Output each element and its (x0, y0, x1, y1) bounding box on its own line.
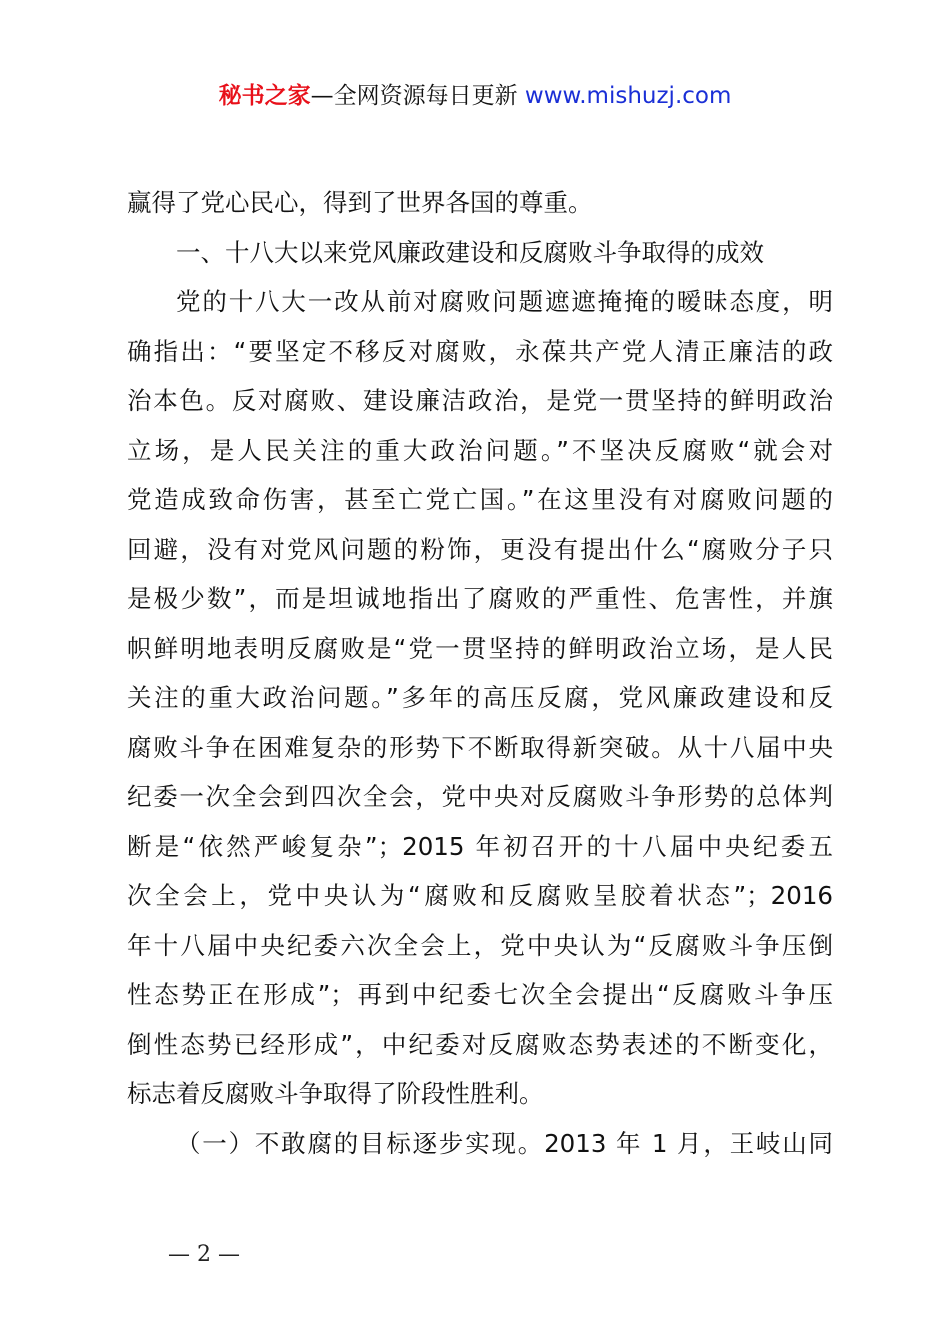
site-header (0, 80, 950, 112)
brand-name: 秘书之家 (218, 83, 311, 109)
body-line: 年十八届中央纪委六次全会上，党中央认为“反腐败斗争压倒 (127, 930, 833, 960)
body-line: 纪委一次全会到四次全会，党中央对反腐败斗争形势的总体判 (127, 782, 833, 811)
page-number: — 2 — (168, 1242, 240, 1267)
body-line: 倒性态势已经形成”，中纪委对反腐败态势表述的不断变化， (127, 1029, 833, 1059)
body-line: 关注的重大政治问题。”多年的高压反腐，党风廉政建设和反 (127, 683, 833, 712)
body-line: 治本色。反对腐败、建设廉洁政治，是党一贯坚持的鲜明政治 (127, 386, 833, 415)
body-line: 腐败斗争在困难复杂的形势下不断取得新突破。从十八届中央 (127, 732, 833, 762)
document-body (127, 178, 833, 1168)
body-line: 党的十八大一改从前对腐败问题遮遮掩掩的暧昧态度，明 (176, 287, 833, 316)
section-heading: 一、十八大以来党风廉政建设和反腐败斗争取得的成效 (176, 237, 764, 267)
body-line: 确指出：“要坚定不移反对腐败，永葆共产党人清正廉洁的政 (127, 336, 833, 366)
body-line: 立场，是人民关注的重大政治问题。”不坚决反腐败“就会对 (127, 435, 833, 465)
body-line: 次全会上，党中央认为“腐败和反腐败呈胶着状态”；2016 (127, 881, 833, 910)
body-line: 性态势正在形成”；再到中纪委七次全会提出“反腐败斗争压 (127, 980, 833, 1009)
header-tagline: —全网资源每日更新 (310, 83, 525, 109)
body-line: 标志着反腐败斗争取得了阶段性胜利。 (127, 1079, 544, 1108)
body-line: 赢得了党心民心，得到了世界各国的尊重。 (127, 188, 593, 217)
body-line: 帜鲜明地表明反腐败是“党一贯坚持的鲜明政治立场，是人民 (127, 633, 833, 663)
site-url-link[interactable]: www.mishuzj.com (524, 83, 732, 109)
body-line: 党造成致命伤害，甚至亡党亡国。”在这里没有对腐败问题的 (127, 485, 833, 514)
body-line: 是极少数”，而是坦诚地指出了腐败的严重性、危害性，并旗 (127, 584, 833, 613)
subsection-line: （一）不敢腐的目标逐步实现。2013 年 1 月，王岐山同 (176, 1128, 833, 1158)
body-line: 回避，没有对党风问题的粉饰，更没有提出什么“腐败分子只 (127, 534, 833, 564)
body-line: 断是“依然严峻复杂”；2015 年初召开的十八届中央纪委五 (127, 831, 833, 861)
